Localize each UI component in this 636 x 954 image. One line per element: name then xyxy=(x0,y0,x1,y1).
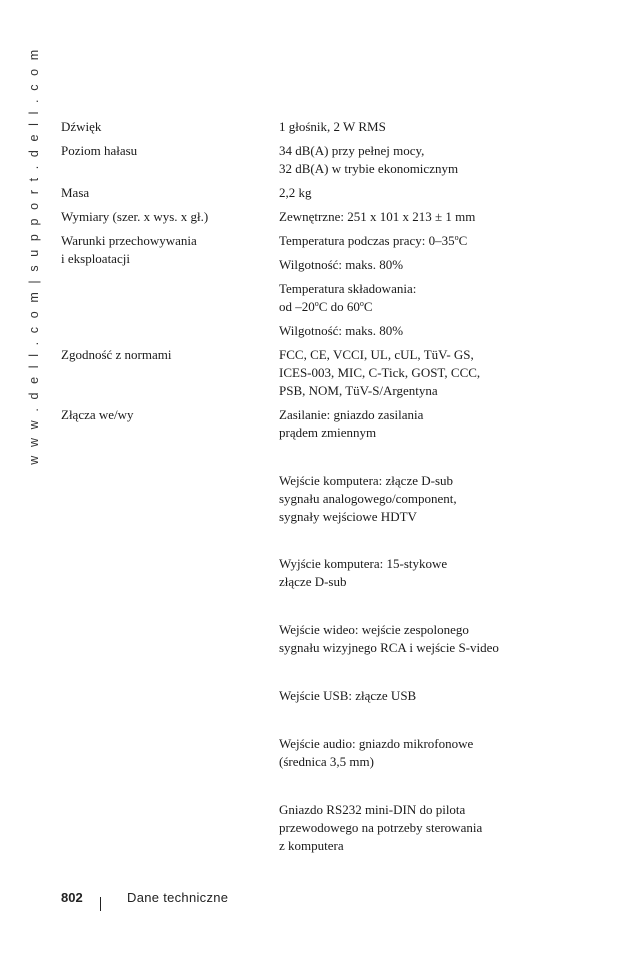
spec-value-compliance xyxy=(279,346,539,400)
spec-value-noise xyxy=(279,142,539,178)
computer-in-line-1: Wejście komputera: złącze D-sub xyxy=(279,473,454,488)
spec-value-operating-humidity: Wilgotność: maks. 80% xyxy=(279,257,404,272)
environment-label-line-2: i eksploatacji xyxy=(61,251,130,266)
rs232-line-1: Gniazdo RS232 mini-DIN do pilota xyxy=(279,802,466,817)
power-line-1: Zasilanie: gniazdo zasilania xyxy=(279,407,424,422)
spec-value-video-in xyxy=(279,621,539,657)
storage-temp-line-1: Temperatura składowania: xyxy=(279,281,417,296)
operating-temp-text: Temperatura podczas pracy: 0–35 xyxy=(279,233,455,248)
storage-temp-degree-2: o xyxy=(359,299,364,308)
noise-line-2: 32 dB(A) w trybie ekonomicznym xyxy=(279,161,459,176)
storage-temp-unit: C xyxy=(363,299,373,314)
spec-value-sound: 1 głośnik, 2 W RMS xyxy=(279,119,386,134)
operating-temp-degree: o xyxy=(454,233,459,242)
compliance-line-3: PSB, NOM, TüV-S/Argentyna xyxy=(279,383,438,398)
spec-value-operating-temp xyxy=(279,232,539,250)
video-in-line-1: Wejście wideo: wejście zespolonego xyxy=(279,622,469,637)
operating-temp-unit: C xyxy=(458,233,468,248)
spec-value-power xyxy=(279,406,539,442)
side-url-text: w w w . d e l l . c o m | s u p p o r t . d e l l . c o m xyxy=(27,47,41,465)
audio-in-line-1: Wejście audio: gniazdo mikrofonowe xyxy=(279,736,474,751)
spec-value-usb-in: Wejście USB: złącze USB xyxy=(279,688,417,703)
spec-label-dimensions: Wymiary (szer. x wys. x gł.) xyxy=(61,209,209,224)
spec-value-weight: 2,2 kg xyxy=(279,185,312,200)
video-in-line-2: sygnału wizyjnego RCA i wejście S-video xyxy=(279,640,499,655)
audio-in-line-2: (średnica 3,5 mm) xyxy=(279,754,374,769)
spec-value-storage-humidity: Wilgotność: maks. 80% xyxy=(279,323,404,338)
environment-label-line-1: Warunki przechowywania xyxy=(61,233,197,248)
spec-value-computer-in xyxy=(279,472,539,526)
footer-section-title: Dane techniczne xyxy=(127,890,229,905)
power-line-2: prądem zmiennym xyxy=(279,425,377,440)
spec-label-noise: Poziom hałasu xyxy=(61,143,138,158)
rs232-line-3: z komputera xyxy=(279,838,344,853)
spec-label-environment xyxy=(61,232,271,268)
computer-out-line-2: złącze D-sub xyxy=(279,574,347,589)
spec-value-dimensions: Zewnętrzne: 251 x 101 x 213 ± 1 mm xyxy=(279,209,476,224)
side-url-text-container xyxy=(24,47,44,465)
computer-in-line-3: sygnały wejściowe HDTV xyxy=(279,509,417,524)
spec-label-weight: Masa xyxy=(61,185,90,200)
spec-label-io: Złącza we/wy xyxy=(61,407,134,422)
spec-value-audio-in xyxy=(279,735,539,771)
computer-out-line-1: Wyjście komputera: 15-stykowe xyxy=(279,556,448,571)
spec-value-storage-temp xyxy=(279,280,539,316)
storage-temp-line-2 xyxy=(279,298,539,316)
rs232-line-2: przewodowego na potrzeby sterowania xyxy=(279,820,483,835)
spec-label-compliance: Zgodność z normami xyxy=(61,347,172,362)
spec-value-computer-out xyxy=(279,555,539,591)
footer-divider xyxy=(100,897,101,911)
storage-temp-to: C do 60 xyxy=(318,299,360,314)
compliance-line-2: ICES-003, MIC, C-Tick, GOST, CCC, xyxy=(279,365,481,380)
page-number: 802 xyxy=(61,890,83,905)
spec-label-sound: Dźwięk xyxy=(61,119,102,134)
spec-value-rs232 xyxy=(279,801,539,855)
storage-temp-degree-1: o xyxy=(314,299,319,308)
compliance-line-1: FCC, CE, VCCI, UL, cUL, TüV- GS, xyxy=(279,347,474,362)
storage-temp-from: od –20 xyxy=(279,299,315,314)
noise-line-1: 34 dB(A) przy pełnej mocy, xyxy=(279,143,425,158)
computer-in-line-2: sygnału analogowego/component, xyxy=(279,491,457,506)
